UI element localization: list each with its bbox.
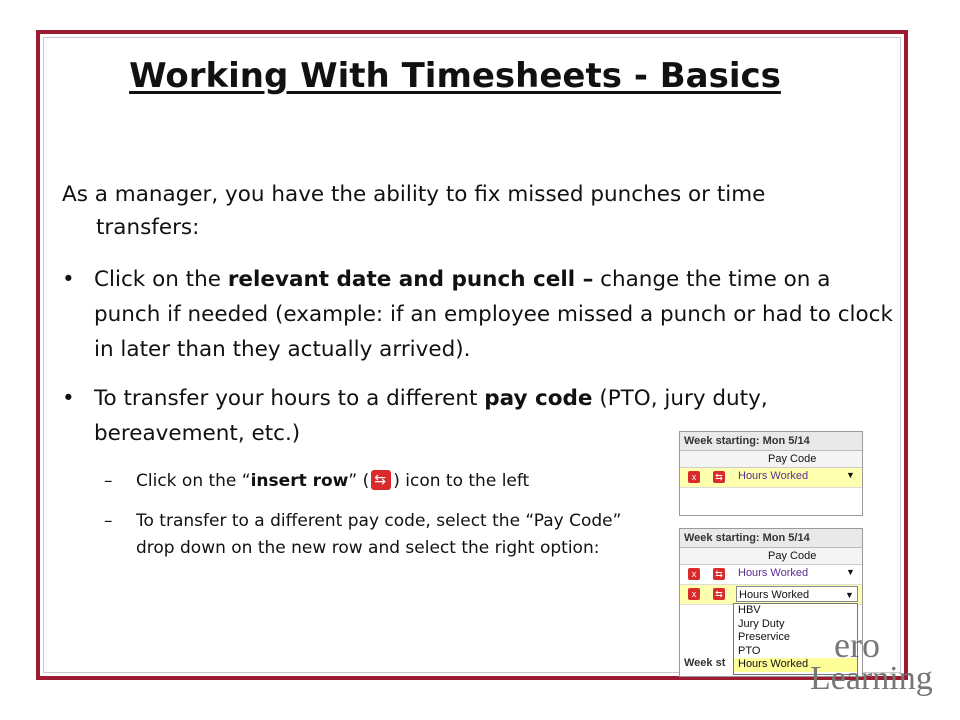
bullet-punch-post: change the time on a punch if needed (example: if an employee missed a punch or had to clock in later than they actually arrived).	[94, 267, 893, 362]
bullet-paycode-bold: pay code	[484, 386, 593, 411]
sub-dash: –	[104, 471, 113, 491]
bullet-dot: •	[62, 267, 75, 292]
paycode-value[interactable]: Hours Worked	[738, 567, 809, 579]
dropdown-option-selected[interactable]: Hours Worked	[734, 658, 857, 672]
bullet-punch	[62, 262, 902, 367]
sub-dash: –	[104, 511, 113, 531]
slide-title: Working With Timesheets - Basics	[129, 56, 781, 96]
insert-row-icon[interactable]: ⇆	[713, 588, 725, 600]
dropdown-option[interactable]: PTO	[738, 644, 761, 657]
paycode-value[interactable]: Hours Worked	[738, 470, 809, 482]
delete-row-icon[interactable]: x	[688, 471, 700, 483]
table-row	[680, 585, 862, 605]
bullet-punch-bold: relevant date and punch cell –	[227, 267, 594, 292]
week-header: Week starting: Mon 5/14	[680, 529, 862, 548]
bullet-dot: •	[62, 386, 75, 411]
bullet-paycode-pre: To transfer your hours to a different	[94, 386, 485, 411]
paycode-column-header: Pay Code	[680, 451, 862, 468]
sub-paycode-dropdown: – To transfer to a different pay code, select the “Pay Code” drop down on the new row and select the right option:	[104, 508, 624, 562]
dropdown-option[interactable]: HBV	[738, 604, 761, 616]
paycode-column-header: Pay Code	[680, 548, 862, 565]
intro-line-1: As a manager, you have the ability to fix missed punches or time	[62, 182, 766, 207]
timesheet-panel-1	[679, 431, 863, 516]
delete-row-icon[interactable]: x	[688, 568, 700, 580]
insert-row-bold: insert row	[250, 471, 349, 491]
paycode-select[interactable]: Hours Worked ▼	[736, 586, 858, 602]
dropdown-caret-icon[interactable]: ▼	[846, 567, 855, 577]
dropdown-caret-icon[interactable]: ▼	[846, 470, 855, 480]
insert-row-icon[interactable]: ⇆	[713, 471, 725, 483]
bullet-punch-pre: Click on the	[94, 267, 228, 292]
insert-row-icon	[371, 470, 391, 490]
sub-insert-row: – Click on the “insert row” (⇆ ) icon to the left	[104, 468, 644, 495]
intro-line-2: transfers:	[96, 215, 200, 240]
table-row	[680, 468, 862, 488]
delete-row-icon[interactable]: x	[688, 588, 700, 600]
dropdown-caret-icon[interactable]: ▼	[845, 590, 854, 600]
dropdown-option[interactable]: Preservice	[738, 631, 790, 643]
insert-row-icon[interactable]: ⇆	[713, 568, 725, 580]
week-header-partial: Week st	[684, 657, 726, 669]
dropdown-option[interactable]: Jury Duty	[738, 617, 785, 630]
bullet-paycode-post: (PTO, jury duty, bereavement, etc.)	[94, 386, 768, 446]
intro-text	[62, 178, 902, 244]
table-row	[680, 565, 862, 585]
week-header: Week starting: Mon 5/14	[680, 432, 862, 451]
company-logo: ero Learning	[810, 625, 933, 697]
